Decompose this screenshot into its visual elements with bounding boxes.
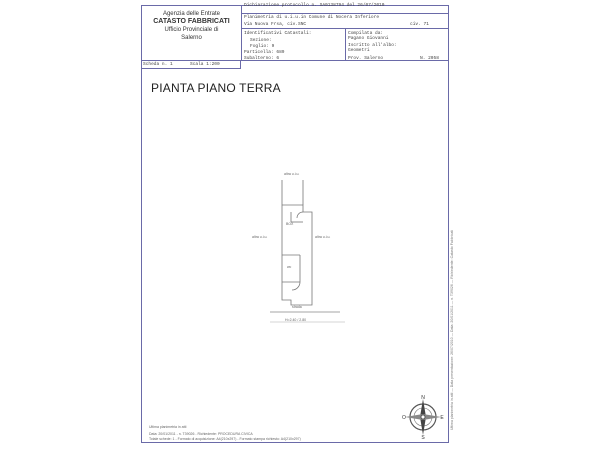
prov-text: Prov. Salerno (348, 56, 384, 61)
planimetria-text: Planimetria di u.i.u.in Comune di Nocera Inferiore (244, 15, 380, 20)
plan-label-top: altra u.i.u. (284, 172, 300, 176)
door-arc (297, 212, 303, 218)
plan-label-right: altra u.i.u. (315, 235, 331, 239)
compass-north-label: N (421, 395, 425, 401)
plan-label-room: BOX (286, 222, 294, 226)
subalterno-text: Subalterno: 6 (244, 56, 280, 61)
foglio-text: Foglio: 9 (250, 44, 275, 49)
plan-label-left: altra u.i.u. (252, 235, 268, 239)
ufficio-city: Salerno (181, 35, 202, 41)
scala-text: Scala 1:200 (190, 62, 220, 67)
sezione-text: Sezione: (250, 38, 272, 43)
particella-text: Particella: 689 (244, 50, 285, 55)
footer-line-1: Ultima planimetria in atti (149, 425, 187, 429)
door-arc (292, 282, 300, 290)
compilata-label: Compilata da: (348, 31, 384, 36)
dichiarazione-text: Dichiarazione protocollo n. SA0138794 del 26/07/2010 (244, 3, 385, 8)
compass-rose-icon (401, 395, 445, 439)
plan-label-bottom: strada (292, 305, 302, 309)
footer-line-2: Data: 20/01/2011 - n. T39026 - Richiedente: PROCEDURA CIVICA (149, 432, 253, 436)
compass-east-label: E (440, 415, 444, 421)
agency-name: Agenzia delle Entrate (162, 11, 221, 17)
iscritto-label: Iscritto all'albo: (348, 43, 397, 48)
ufficio-label: Ufficio Provinciale di (164, 27, 219, 33)
compilata-name: Pagano Giovanni (348, 36, 389, 41)
civ-text: civ. 71 (410, 22, 429, 27)
vertical-sidebar-text: Ultima planimetria in atti — Data presentazione: 26/07/2010 — Data: 20/01/2011 — n. T39026 — Richiedente: Catasto Fabbricati (450, 229, 454, 430)
compass-west-label: O (402, 415, 406, 421)
plan-label-height: H=2.40 / 2.80 (285, 318, 307, 322)
footer-line-3: Totale schede: 1 - Formato di acquisizione: A4(210x297) - Formato stampa richiesto: A4(210x297) (149, 437, 301, 441)
scheda-text: Scheda n. 1 (143, 62, 173, 67)
numero-text: N. 2058 (420, 56, 439, 61)
plan-label-small: wc (287, 265, 292, 269)
page-title: PIANTA PIANO TERRA (151, 81, 281, 95)
catasto-title: CATASTO FABBRICATI (153, 18, 230, 25)
identificativi-label: Identificativi Catastali: (244, 31, 312, 36)
via-text: Via Nuova Frsa, civ.SNC (244, 22, 307, 27)
compass-south-label: S (421, 435, 425, 439)
albo-text: Geometri (348, 48, 370, 53)
